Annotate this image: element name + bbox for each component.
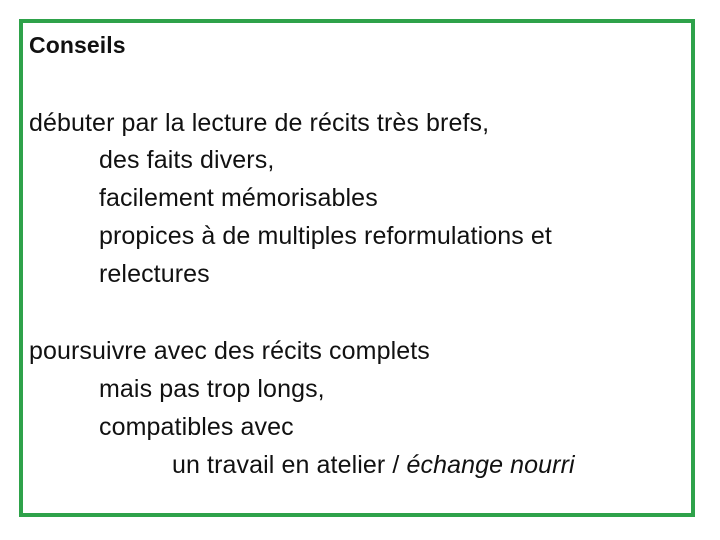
block2-item: mais pas trop longs, xyxy=(99,375,325,403)
block2-intro: poursuivre avec des récits complets xyxy=(29,337,430,365)
sub-item-plain-text: un travail en atelier / xyxy=(172,451,407,479)
block2-item: compatibles avec xyxy=(99,413,294,441)
sub-item-emphasis-text: échange nourri xyxy=(406,451,575,479)
block1-item: relectures xyxy=(99,260,210,288)
block1-item: facilement mémorisables xyxy=(99,184,378,212)
block1-intro: débuter par la lecture de récits très brefs, xyxy=(29,109,490,137)
heading: Conseils xyxy=(29,32,126,58)
block1-item: propices à de multiples reformulations et xyxy=(99,222,552,250)
block2-sub-item xyxy=(172,450,575,480)
block1-item: des faits divers, xyxy=(99,146,275,174)
